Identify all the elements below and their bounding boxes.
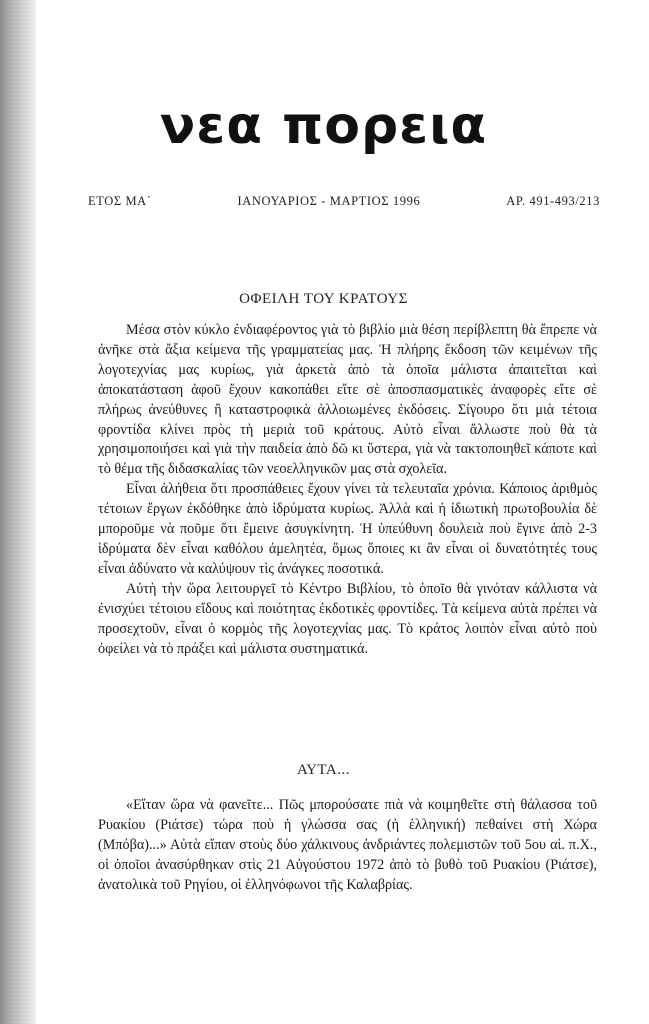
article-title-auta: ΑΥΤΑ...	[297, 762, 350, 778]
article-title-state-obligation: ΟΦΕΙΛΗ ΤΟΥ ΚΡΑΤΟΥΣ	[239, 291, 408, 307]
issue-info-line	[88, 193, 600, 209]
issue-number: ΑΡ. 491-493/213	[506, 194, 600, 208]
issue-period: ΙΑΝΟΥΑΡΙΟΣ - ΜΑΡΤΙΟΣ 1996	[237, 194, 421, 208]
journal-page	[36, 0, 649, 1024]
issue-year: ΕΤΟΣ ΜΑ΄	[88, 194, 152, 208]
paragraph: Εἶναι ἀλήθεια ὅτι προσπάθειες ἔχουν γίνει τὰ τελευταῖα χρόνια. Κάποιος ἀριθμὸς τέτοιων ἔργων ἐκδόθηκε ἀπὸ ἱδρύματα κυρίως. Ἀλλὰ καὶ ἡ ἰδιωτικὴ πρωτοβουλία δὲ μποροῦμε νὰ ποῦμε ὅτι ἔμεινε ἀσυγκίνητη. Ἡ ὑπεύθυνη δουλειὰ ποὺ ἔγινε ἀπὸ 2-3 ἱδρύματα δὲν εἶναι καθόλου ἀμελητέα, ὅμως ὅποιες κι ἂν εἶναι οἱ δυνατότητές τους εἶναι ἀδύνατο νὰ καλύψουν τὶς ἀνάγκες ποσοτικά.	[98, 481, 597, 577]
scan-shadow-edge	[0, 0, 36, 1024]
article-body-auta	[98, 796, 597, 896]
article-body-state-obligation	[98, 321, 597, 659]
paragraph: «Εἴταν ὥρα νὰ φανεῖτε... Πῶς μπορούσατε πιὰ νὰ κοιμηθεῖτε στὴ θάλασσα τοῦ Ρυακίου (Ριάτσε) τώρα ποὺ ἡ γλώσσα σας (ἡ ἑλληνική) πεθαίνει στὴ Χώρα (Μπόβα)...» Αὐτὰ εἴπαν στοὺς δύο χάλκινους ἀνδριάντες πολεμιστῶν τοῦ 5ου αἰ. π.Χ., οἱ ὁποῖοι ἀνασύρθηκαν στὶς 21 Αὐγούστου 1972 ἀπὸ τὸ βυθὸ τοῦ Ρυακίου (Ριάτσε), ἀνατολικὰ τοῦ Ρηγίου, οἱ ἑλληνόφωνοι τῆς Καλαβρίας.	[98, 797, 597, 893]
paragraph: Μέσα στὸν κύκλο ἐνδιαφέροντος γιὰ τὸ βιβλίο μιὰ θέση περίβλεπτη θὰ ἔπρεπε νὰ ἀνῆκε στὰ ἄξια κείμενα τῆς γραμματείας μας. Ἡ πλήρης ἔκδοση τῶν κειμένων τῆς λογοτεχνίας μας κυρίως, γιὰ ἀρκετὰ ἀπὸ τὰ ὁποῖα μάλιστα ἀπαιτεῖται καὶ ἀποκατάσταση ἀφοῦ ἔχουν κακοπάθει εἴτε σὲ ἀποσπασματικὲς ἀναφορὲς εἴτε σὲ πλήρως ἀνεύθυνες ἢ καταστροφικὰ ἀλλοιωμένες ἐκδόσεις. Σίγουρο ὅτι μιὰ τέτοια φροντίδα κλίνει πρὸς τὴ μεριὰ τοῦ κράτους. Αὐτὸ εἶναι ἄλλωστε ποὺ θὰ τὰ χρησιμοποιήσει καὶ γιὰ τὴν παιδεία ἀπὸ δῶ κι ὕστερα, γιὰ νὰ τακτοποιηθεῖ κάποτε καὶ τὸ θέμα τῆς διδασκαλίας τῶν νεοελληνικῶν μας στὰ σχολεῖα.	[98, 322, 597, 478]
journal-masthead: νεα πορεια	[159, 96, 488, 156]
paragraph: Αὐτὴ τὴν ὥρα λειτουργεῖ τὸ Κέντρο Βιβλίου, τὸ ὁποῖο θὰ γινόταν κάλλιστα νὰ ἐνισχύει τέτοιου εἴδους καὶ ποιότητας ἐκδοτικὲς φροντίδες. Τὰ κείμενα αὐτὰ πρέπει νὰ προσεχτοῦν, εἶναι ὁ κορμὸς τῆς λογοτεχνίας μας. Τὸ κράτος λοιπὸν εἶναι αὐτὸ ποὺ ὀφείλει νὰ τὸ πράξει καὶ μάλιστα συστηματικά.	[98, 580, 597, 657]
